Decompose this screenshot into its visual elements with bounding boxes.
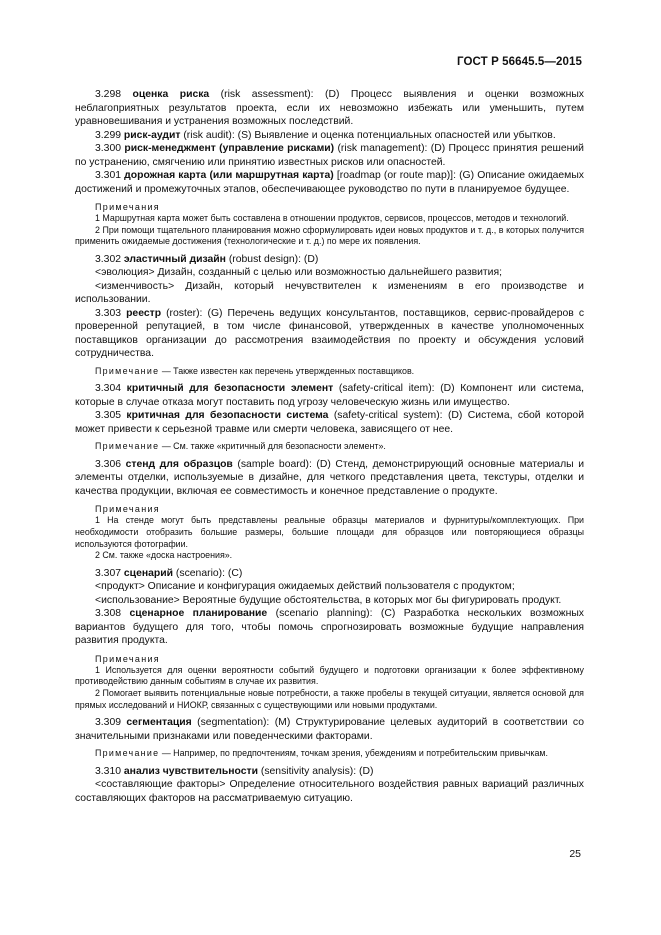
term-definition: (robust design): (D) [225, 253, 319, 265]
term-name: анализ чувствительности [123, 765, 258, 777]
term-entry [75, 716, 584, 743]
term-definition: (roster): (G) Перечень ведущих консультантов, поставщиков, сервис-провайдеров с проверенной репутацией, в том числе финансовой, утвержденных в качестве уполномоченных поставщиков организации до рассмотрения взаимодействия по проекту и обсуждения условий сотрудничества. [75, 307, 585, 360]
term-entry [75, 607, 584, 648]
note-label: Примечание [95, 365, 160, 376]
note-item: 1 На стенде могут быть представлены реальные образцы материалов и фурнитуры/комплектующих. При необходимости отобразить большие размеры, большие площади для образцов или повторяющиеся образцы используются фотографии. [75, 515, 584, 549]
page-content [75, 88, 584, 805]
term-definition: (safety-critical system): (D) Система, сбой которой может привести к серьезной травме или смерти человека, зависящего от нее. [75, 410, 584, 435]
term-definition: (scenario planning): (C) Разработка нескольких возможных вариантов будущего для того, чтобы помочь спрогнозировать возможные будущие направления развития продукта. [75, 608, 585, 647]
term-name: оценка риска [132, 89, 210, 100]
note-text: — Например, по предпочтениям, точкам зрения, убеждениям и потребительским привычкам. [159, 748, 548, 759]
note-item: 2 При помощи тщательного планирования можно сформулировать идеи новых продуктов и т. д., в которых получится применить ожидаемые достижения (технологические и т. д.) по мере их появления. [75, 224, 584, 247]
note-line [75, 441, 584, 453]
term-name: эластичный дизайн [123, 253, 226, 265]
term-name: сегментация [126, 717, 192, 729]
term-definition: (risk assessment): (D) Процесс выявления и оценки возможных неблагоприятных результатов проекта, если их невозможно избежать или уменьшить, путем уравновешивания и устранения возможных последствий. [75, 89, 584, 127]
term-number: 3.299 [95, 129, 122, 141]
term-entry [75, 307, 584, 361]
note-label: Примечание [95, 748, 160, 759]
term-number: 3.302 [95, 253, 122, 265]
definition-paragraph: <использование> Вероятные будущие обстоятельства, в которых мог бы фигурировать продукт. [95, 594, 562, 606]
term-number: 3.310 [95, 765, 122, 777]
note-label: Примечание [95, 441, 160, 452]
term-name: риск-менеджмент (управление рисками) [124, 143, 335, 154]
term-name: критичная для безопасности система [126, 410, 329, 422]
term-number: 3.305 [95, 410, 122, 422]
term-name: стенд для образцов [125, 458, 233, 470]
term-name: сценарий [123, 567, 174, 579]
term-definition: (sample board): (D) Стенд, демонстрирующий основные материалы и элементы отделки, используемые в дизайне, для четкого представления цвета, текстуры, отделки и качества продукции, включая ее совместимость и конечное представление о продукте. [75, 458, 584, 497]
term-name: реестр [126, 307, 162, 319]
term-entry [75, 567, 584, 581]
note-text: — См. также «критичный для безопасности элемент». [159, 441, 386, 452]
term-number: 3.303 [95, 307, 122, 319]
term-number: 3.306 [95, 458, 122, 470]
term-entry [75, 142, 584, 169]
notes-heading: Примечания [95, 504, 160, 515]
term-entry [75, 169, 584, 196]
notes-heading: Примечания [95, 202, 160, 212]
term-number: 3.308 [95, 608, 122, 620]
note-item: 1 Используется для оценки вероятности событий будущего и подготовки организации к более эффективному противодействию данным событиям в случае их развития. [75, 664, 584, 687]
term-definition: (risk management): (D) Процесс принятия решений по устранению, смягчению или принятию известных рисков или опасностей. [75, 143, 584, 168]
term-number: 3.300 [95, 143, 122, 154]
note-item: 2 Помогает выявить потенциальные новые потребности, а также пробелы в текущей ситуации, является основой для прямых исследований и НИОКР, связанных с существующими или новыми продуктами. [75, 688, 584, 710]
definition-paragraph: <изменчивость> Дизайн, который нечувствителен к изменениям в его производстве и использовании. [75, 280, 584, 306]
note-text: — Также известен как перечень утвержденных поставщиков. [159, 365, 415, 376]
term-number: 3.301 [95, 170, 122, 181]
term-name: критичный для безопасности элемент [126, 383, 334, 395]
term-entry [75, 409, 584, 436]
term-number: 3.304 [95, 383, 122, 395]
note-item: 1 Маршрутная карта может быть составлена в отношении продуктов, сервисов, процессов, методов и технологий. [95, 213, 569, 223]
term-entry [75, 253, 584, 267]
note-line [75, 748, 584, 760]
note-line [75, 366, 584, 378]
term-entry [75, 129, 584, 143]
term-number: 3.298 [95, 89, 122, 100]
term-name: сценарное планирование [129, 608, 268, 620]
term-entry [75, 458, 584, 499]
term-definition: (segmentation): (M) Структурирование целевых аудиторий в соответствии со значительными признаками или поведенческими факторами. [75, 717, 585, 742]
term-definition: (risk audit): (S) Выявление и оценка потенциальных опасностей или убытков. [180, 129, 556, 141]
term-name: дорожная карта (или маршрутная карта) [124, 170, 334, 181]
term-definition: (scenario): (C) [173, 567, 243, 579]
term-number: 3.309 [95, 717, 122, 729]
term-entry [75, 382, 584, 409]
note-item: 2 См. также «доска настроения». [95, 550, 233, 561]
definition-paragraph: <составляющие факторы> Определение относительного воздействия равных вариаций различных составляющих факторов на рассматриваемую ситуацию. [75, 779, 584, 804]
term-name: риск-аудит [123, 129, 181, 141]
notes-heading: Примечания [95, 653, 160, 664]
standard-header: ГОСТ Р 56645.5—2015 [457, 56, 582, 68]
definition-paragraph: <эволюция> Дизайн, созданный с целью или возможностью дальнейшего развития; [95, 267, 503, 279]
term-entry [75, 88, 584, 129]
term-definition: [roadmap (or route map)]: (G) Описание ожидаемых достижений и промежуточных этапов, обеспечивающее руководство по пути в планируемое будущее. [75, 170, 584, 195]
term-entry [75, 765, 584, 779]
term-definition: (safety-critical item): (D) Компонент или система, которые в случае отказа могут поставить под угрозу человеческую жизнь или имущество. [75, 383, 585, 408]
term-definition: (sensitivity analysis): (D) [257, 765, 374, 777]
term-number: 3.307 [95, 567, 122, 579]
definition-paragraph: <продукт> Описание и конфигурация ожидаемых действий пользователя с продуктом; [95, 581, 515, 593]
page-number: 25 [569, 848, 581, 860]
